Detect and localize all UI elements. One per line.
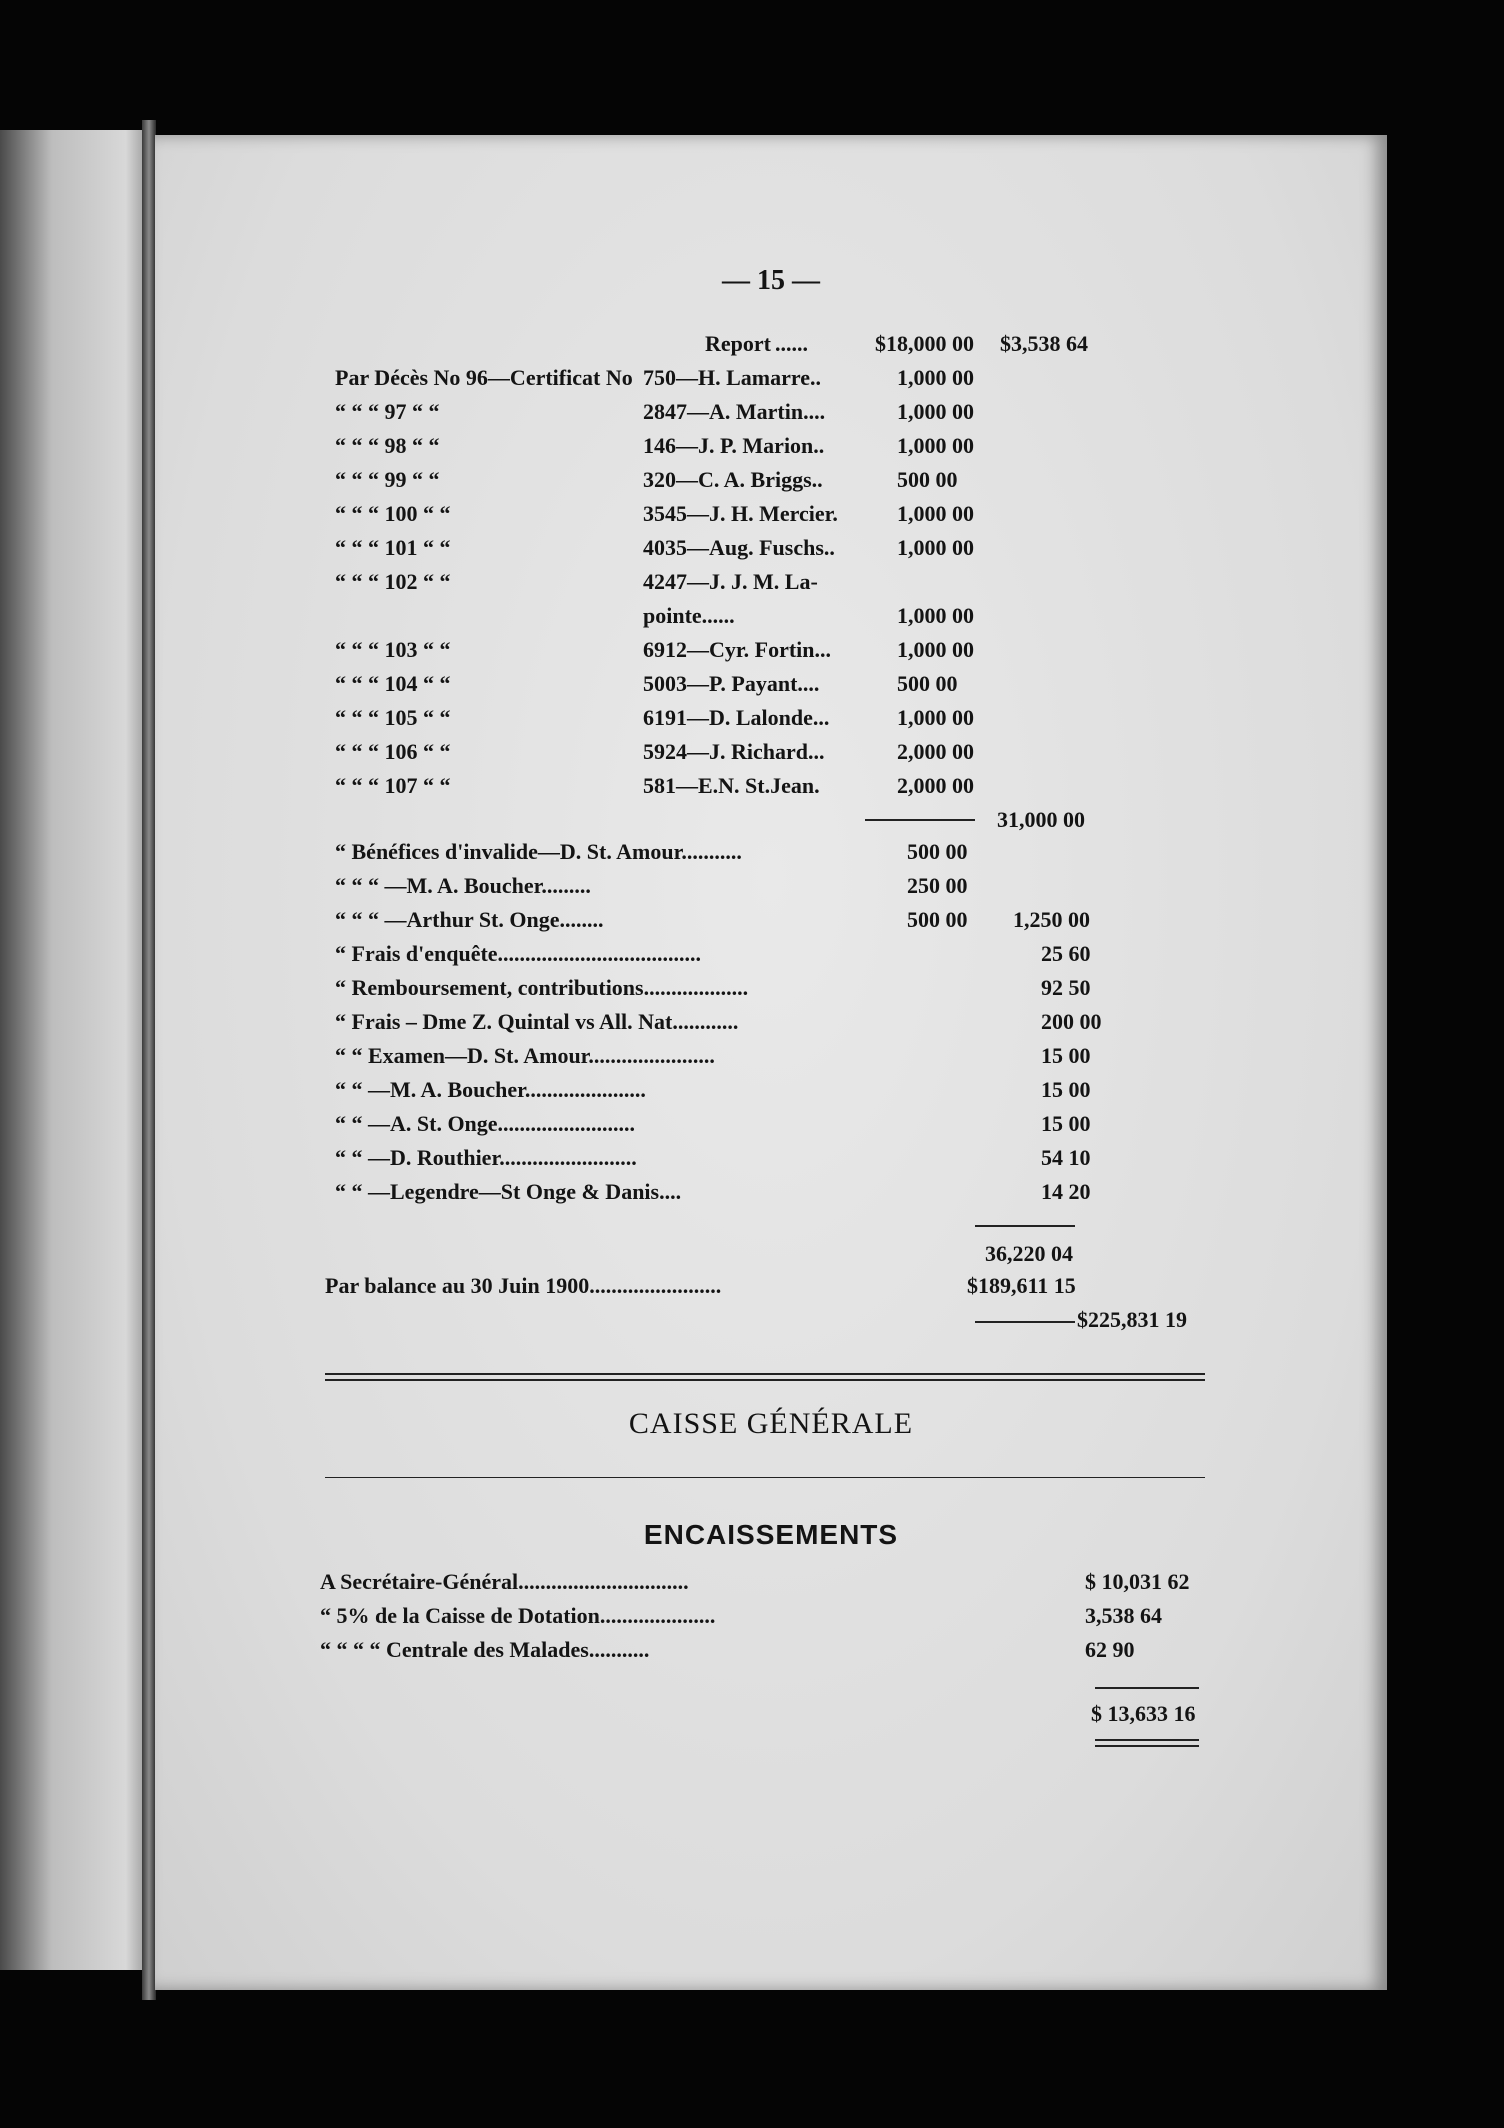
- death-amount: 1,000 00: [897, 365, 974, 390]
- receipt-row: [155, 1565, 1387, 1599]
- expense-label: “ Frais d'enquête.....................................: [335, 941, 702, 966]
- benefit-total: 1,250 00: [1013, 907, 1090, 932]
- death-prefix: “ “ “ 103 “ “: [335, 637, 451, 662]
- death-certificate: 320—C. A. Briggs..: [643, 467, 823, 492]
- receipt-row: [155, 1633, 1387, 1667]
- expense-amount: 200 00: [1041, 1009, 1102, 1034]
- death-certificate: 4035—Aug. Fuschs..: [643, 535, 835, 560]
- death-claim-row: [155, 429, 1387, 463]
- section-title: CAISSE GÉNÉRALE: [628, 1407, 914, 1440]
- death-certificate: 4247—J. J. M. La-: [643, 569, 818, 594]
- death-claim-row: [155, 531, 1387, 565]
- grand-total: $225,831 19: [1077, 1307, 1187, 1332]
- death-claim-row: [155, 667, 1387, 701]
- receipts-double-rule-2: [1095, 1745, 1199, 1747]
- expense-amount: 54 10: [1041, 1145, 1091, 1170]
- section-rule-top-1: [325, 1373, 1205, 1375]
- death-prefix: Par Décès No 96—Certificat No: [335, 365, 633, 390]
- deaths-total: 31,000 00: [997, 807, 1085, 832]
- report-amount-2: $3,538 64: [1000, 331, 1088, 356]
- benefit-label: “ Bénéfices d'invalide—D. St. Amour...........: [335, 839, 742, 864]
- death-claim-row: [155, 497, 1387, 531]
- expense-amount: 25 60: [1041, 941, 1091, 966]
- death-amount: 1,000 00: [897, 535, 974, 560]
- benefit-amount: 500 00: [907, 839, 968, 864]
- benefit-label: “ “ “ —Arthur St. Onge........: [335, 907, 604, 932]
- receipts-total: $ 13,633 16: [1091, 1701, 1196, 1726]
- death-claim-row: [155, 395, 1387, 429]
- death-prefix: “ “ “ 102 “ “: [335, 569, 451, 594]
- document-page: [155, 135, 1387, 1990]
- grand-total-row: [155, 1303, 1387, 1337]
- death-amount: 1,000 00: [897, 433, 974, 458]
- death-amount: 2,000 00: [897, 739, 974, 764]
- expense-amount: 14 20: [1041, 1179, 1091, 1204]
- death-certificate: 146—J. P. Marion..: [643, 433, 825, 458]
- report-label: Report: [705, 331, 771, 356]
- balance-label: Par balance au 30 Juin 1900........................: [325, 1273, 722, 1298]
- death-claim-row: [155, 701, 1387, 735]
- death-amount: 500 00: [897, 467, 958, 492]
- death-prefix: “ “ “ 107 “ “: [335, 773, 451, 798]
- receipt-label: A Secrétaire-Général...............................: [320, 1569, 689, 1594]
- page-number: — 15 —: [722, 265, 820, 296]
- expense-row: [155, 1039, 1387, 1073]
- death-certificate: pointe......: [643, 603, 735, 628]
- expense-row: [155, 971, 1387, 1005]
- death-amount: 1,000 00: [897, 501, 974, 526]
- expense-row: [155, 1005, 1387, 1039]
- expense-label: “ “ Examen—D. St. Amour.......................: [335, 1043, 715, 1068]
- section-rule-bottom: [325, 1477, 1205, 1478]
- benefit-label: “ “ “ —M. A. Boucher.........: [335, 873, 591, 898]
- benefit-amount: 500 00: [907, 907, 968, 932]
- expense-label: “ “ —Legendre—St Onge & Danis....: [335, 1179, 682, 1204]
- death-certificate: 5924—J. Richard...: [643, 739, 825, 764]
- receipt-amount: $ 10,031 62: [1085, 1569, 1190, 1594]
- death-certificate: 6912—Cyr. Fortin...: [643, 637, 832, 662]
- report-row: Report ...... $18,000 00 $3,538 64: [155, 327, 1387, 361]
- death-amount: 1,000 00: [897, 399, 974, 424]
- death-certificate: 581—E.N. St.Jean.: [643, 773, 820, 798]
- death-claim-row: [155, 599, 1387, 633]
- benefit-amount: 250 00: [907, 873, 968, 898]
- book-gutter: [142, 120, 156, 2000]
- receipt-amount: 62 90: [1085, 1637, 1135, 1662]
- receipt-label: “ “ “ “ Centrale des Malades...........: [320, 1637, 650, 1662]
- expense-label: “ Remboursement, contributions...................: [335, 975, 749, 1000]
- death-amount: 2,000 00: [897, 773, 974, 798]
- death-claim-row: [155, 735, 1387, 769]
- expenses-total-row: [155, 1237, 1387, 1271]
- death-claim-row: [155, 463, 1387, 497]
- expense-label: “ “ —A. St. Onge.........................: [335, 1111, 636, 1136]
- death-prefix: “ “ “ 101 “ “: [335, 535, 451, 560]
- expense-amount: 15 00: [1041, 1111, 1091, 1136]
- expense-amount: 15 00: [1041, 1043, 1091, 1068]
- death-claim-row: [155, 565, 1387, 599]
- receipt-label: “ 5% de la Caisse de Dotation.....................: [320, 1603, 716, 1628]
- death-prefix: “ “ “ 104 “ “: [335, 671, 451, 696]
- balance-row: [155, 1269, 1387, 1303]
- invalid-benefit-row: [155, 869, 1387, 903]
- invalid-benefit-row: [155, 903, 1387, 937]
- deaths-total-row: [155, 803, 1387, 837]
- expense-row: [155, 1107, 1387, 1141]
- death-amount: 500 00: [897, 671, 958, 696]
- receipt-row: [155, 1599, 1387, 1633]
- death-amount: 1,000 00: [897, 603, 974, 628]
- death-prefix: “ “ “ 106 “ “: [335, 739, 451, 764]
- expense-label: “ “ —D. Routhier.........................: [335, 1145, 637, 1170]
- death-prefix: “ “ “ 99 “ “: [335, 467, 440, 492]
- death-amount: 1,000 00: [897, 637, 974, 662]
- death-prefix: “ “ “ 100 “ “: [335, 501, 451, 526]
- death-prefix: “ “ “ 97 “ “: [335, 399, 440, 424]
- report-amount-1: $18,000 00: [875, 331, 974, 356]
- death-certificate: 2847—A. Martin....: [643, 399, 826, 424]
- death-certificate: 5003—P. Payant....: [643, 671, 820, 696]
- death-claim-row: [155, 361, 1387, 395]
- section-rule-top-2: [325, 1379, 1205, 1381]
- expense-amount: 92 50: [1041, 975, 1091, 1000]
- expense-label: “ “ —M. A. Boucher......................: [335, 1077, 646, 1102]
- expenses-total: 36,220 04: [985, 1241, 1073, 1266]
- death-prefix: “ “ “ 98 “ “: [335, 433, 440, 458]
- death-claim-row: [155, 633, 1387, 667]
- receipts-total-row: [155, 1697, 1387, 1731]
- invalid-benefit-row: [155, 835, 1387, 869]
- death-prefix: “ “ “ 105 “ “: [335, 705, 451, 730]
- death-claim-row: [155, 769, 1387, 803]
- expense-label: “ Frais – Dme Z. Quintal vs All. Nat............: [335, 1009, 739, 1034]
- balance-amount: $189,611 15: [967, 1273, 1076, 1298]
- expense-row: [155, 1141, 1387, 1175]
- receipts-double-rule-1: [1095, 1739, 1199, 1741]
- death-amount: 1,000 00: [897, 705, 974, 730]
- expense-row: [155, 1175, 1387, 1209]
- death-certificate: 6191—D. Lalonde...: [643, 705, 830, 730]
- expense-amount: 15 00: [1041, 1077, 1091, 1102]
- death-certificate: 3545—J. H. Mercier.: [643, 501, 838, 526]
- expense-row: [155, 1073, 1387, 1107]
- subsection-title: ENCAISSEMENTS: [643, 1519, 899, 1550]
- receipt-amount: 3,538 64: [1085, 1603, 1162, 1628]
- receipts-rule: [1095, 1687, 1199, 1689]
- death-certificate: 750—H. Lamarre..: [643, 365, 822, 390]
- expense-row: [155, 937, 1387, 971]
- left-page-edge: [0, 130, 148, 1970]
- total-rule: [975, 1225, 1075, 1227]
